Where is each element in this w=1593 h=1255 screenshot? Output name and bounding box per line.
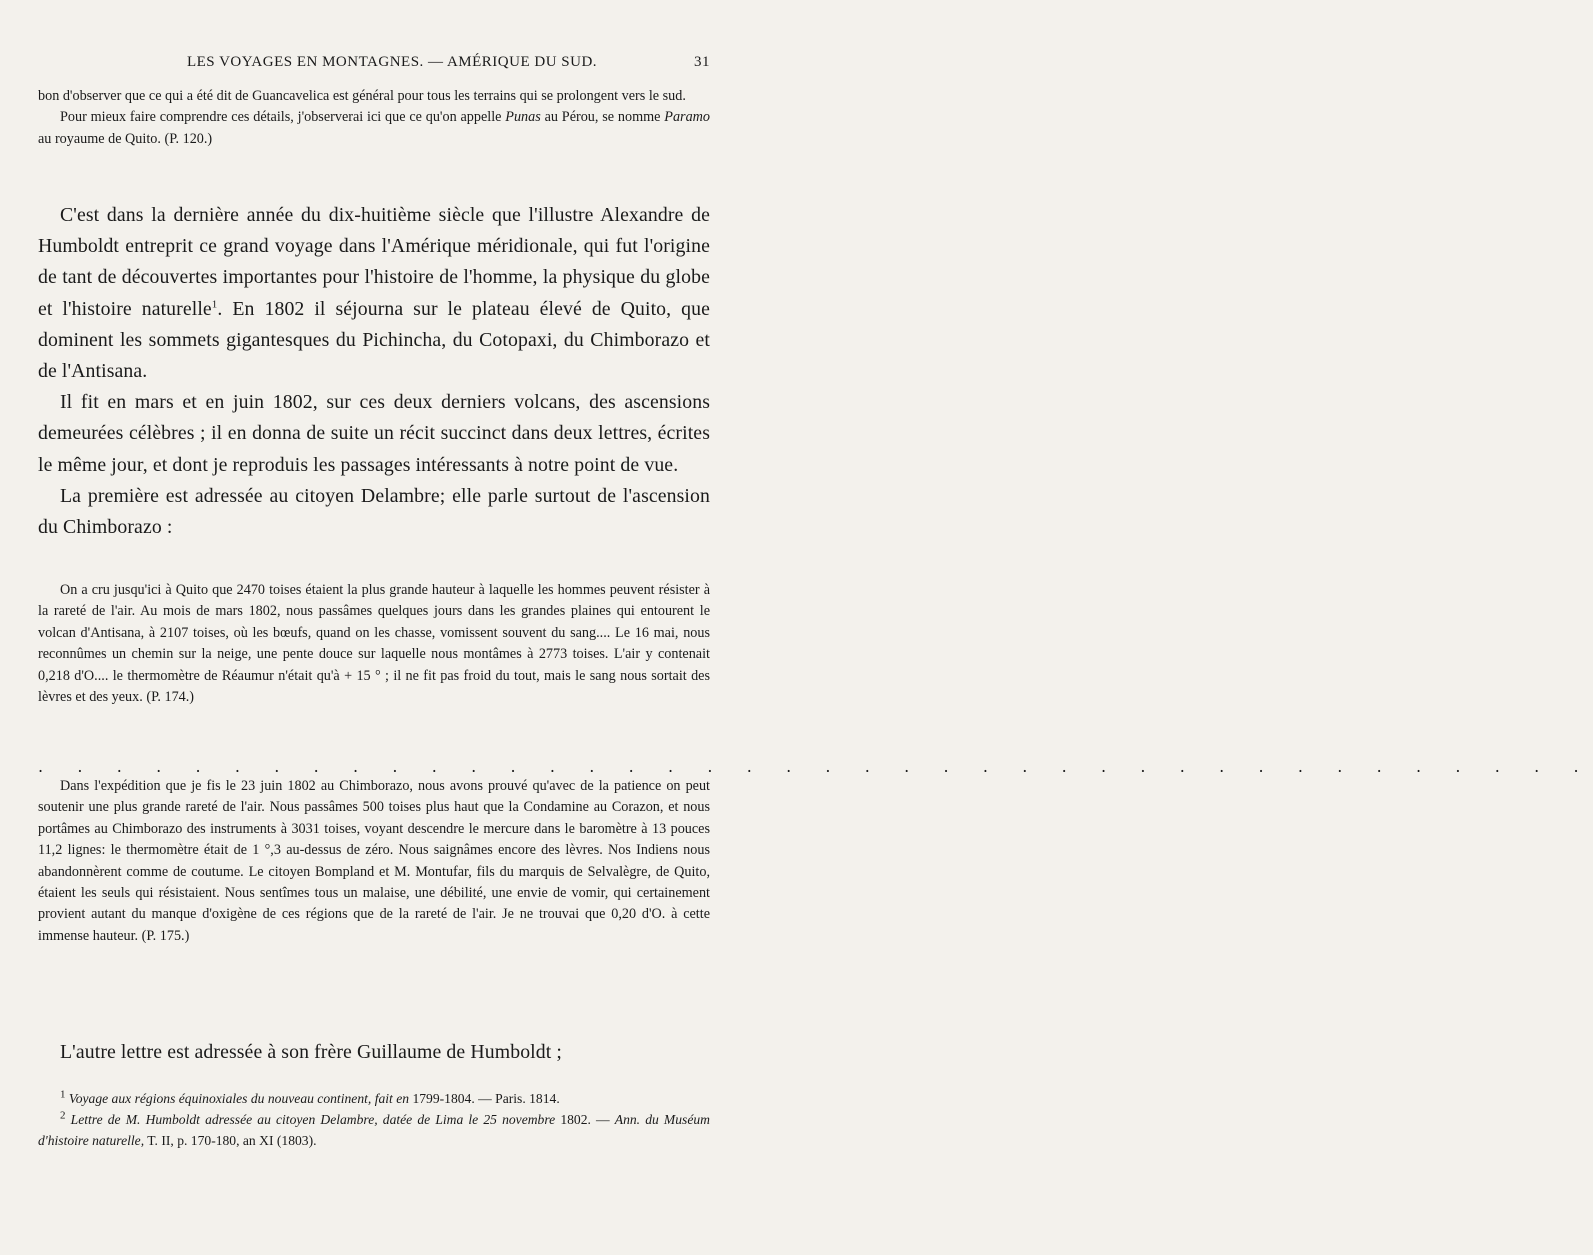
footnotes: [38, 1088, 710, 1151]
footnote: [38, 1109, 710, 1151]
quote-text: au royaume de Quito. (P. 120.): [38, 130, 213, 147]
running-title: LES VOYAGES EN MONTAGNES. — AMÉRIQUE DU SUD.: [186, 54, 598, 70]
body-paragraph: L'autre lettre est adressée à son frère Guillaume de Humboldt ;: [60, 1041, 563, 1063]
body-paragraph: [38, 200, 710, 387]
ellipsis-row: . . . . . . . . . . . . . . . . . . . . . . . . . . . . . . . . . . . . . . . .: [38, 757, 1593, 776]
footnote-ref[interactable]: 1: [211, 298, 218, 311]
letter-quote-2: [38, 776, 710, 947]
body-text: . En 1802 il séjourna sur le plateau élevé de Quito, que dominent les sommets gigantesques du Pichincha, du Cotopaxi, du Chimborazo et de l'Antisana.: [38, 297, 710, 383]
body-text: C'est dans la dernière année du dix-huitième siècle que l'illustre Alexandre de Humboldt entreprit ce grand voyage dans l'Amérique méridionale, qui fut l'origine de tant de découvertes importantes pour l'histoire de l'homme, la physique du globe et l'histoire naturelle: [38, 204, 710, 320]
footnote-text: 1802. —: [560, 1112, 615, 1127]
footnote-text: Ann. du Muséum d'histoire naturelle,: [38, 1112, 710, 1148]
footnote-mark: 2: [60, 1109, 66, 1122]
quote-paragraph: [38, 107, 710, 150]
footnote-text: T. II, p. 170-180, an XI (1803).: [144, 1133, 317, 1148]
quote-paragraph: bon d'observer que ce qui a été dit de Guancavelica est général pour tous les terrains qui se prolongent vers le sud.: [38, 88, 686, 104]
quote-text: Pour mieux faire comprendre ces détails, j'observerai ici que ce qu'on appelle: [60, 109, 506, 126]
opening-quote: [38, 86, 710, 150]
quote-paragraph: On a cru jusqu'ici à Quito que 2470 toises étaient la plus grande hauteur à laquelle les hommes peuvent résister à la rareté de l'air. Au mois de mars 1802, nous passâmes quelques jours dans les grandes plaines qui entourent le volcan d'Antisana, à 2107 toises, où les bœufs, quand on les chasse, vomissent souvent du sang.... Le 16 mai, nous reconnûmes un chemin sur la neige, une pente douce sur laquelle nous montâmes à 2773 toises. L'air y contenait 0,218 d'O.... le thermomètre de Réaumur n'était qu'à + 15 ° ; il ne fit pas froid du tout, mais le sang nous sortait des lèvres et des yeux. (P. 174.): [38, 582, 710, 706]
main-text: [38, 200, 710, 543]
body-paragraph: Il fit en mars et en juin 1802, sur ces deux derniers volcans, des ascensions demeurées célèbres ; il en donna de suite un récit succinct dans deux lettres, écrites le même jour, et dont je reproduis les passages intéressants à notre point de vue.: [38, 391, 710, 476]
quote-text: au Pérou, se nomme: [540, 109, 665, 126]
quote-emphasis: Punas: [505, 109, 541, 126]
footnote-text: Voyage aux régions équinoxiales du nouveau continent, fait en: [68, 1091, 413, 1106]
body-paragraph: La première est adressée au citoyen Delambre; elle parle surtout de l'ascension du Chimborazo :: [38, 484, 710, 539]
running-header: [40, 54, 710, 76]
letter-quote-1: [38, 580, 710, 708]
footnote-text: 1799-1804. — Paris. 1814.: [412, 1091, 560, 1106]
footnote: [38, 1088, 710, 1109]
quote-paragraph: Dans l'expédition que je fis le 23 juin 1802 au Chimborazo, nous avons prouvé qu'avec de la patience on peut soutenir une plus grande rareté de l'air. Nous passâmes 500 toises plus haut que la Condamine au Corazon, et nous portâmes au Chimborazo des instruments à 3031 toises, voyant descendre le mercure dans le baromètre à 13 pouces 11,2 lignes: le thermomètre était de 1 °,3 au-dessus de zéro. Nous saignâmes encore des lèvres. Nos Indiens nous abandonnèrent comme de coutume. Le citoyen Bompland et M. Montufar, fils du marquis de Selvalègre, de Quito, étaient les seuls qui résistaient. Nous sentîmes tous un malaise, une débilité, une envie de vomir, qui certainement provient autant du manque d'oxigène de ces régions que de la rareté de l'air. Je ne trouvai que 0,20 d'O. à cette immense hauteur. (P. 175.): [38, 778, 710, 944]
quote-emphasis: Paramo: [664, 109, 710, 126]
footnote-text: Lettre de M. Humboldt adressée au citoyen Delambre, datée de Lima le 25 novembre: [70, 1112, 561, 1127]
main-text-continued: [38, 1037, 710, 1068]
page-number: 31: [694, 54, 710, 70]
footnote-mark: 1: [60, 1088, 66, 1101]
